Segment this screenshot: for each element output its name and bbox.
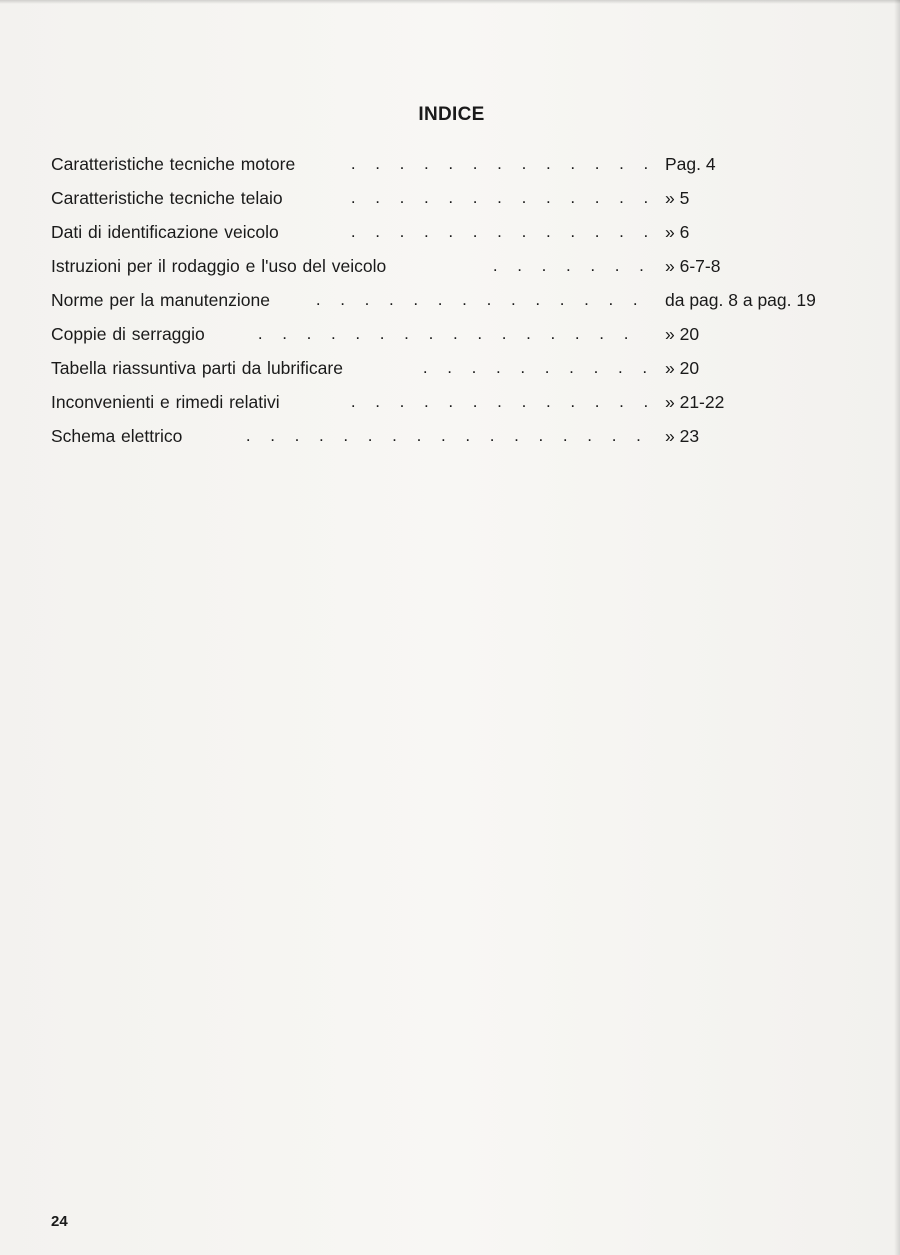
toc-entry — [51, 390, 871, 424]
toc-entry-page: » 23 — [665, 426, 700, 446]
toc-entry-page: » 6 — [665, 222, 690, 242]
toc-entry — [51, 220, 871, 254]
toc-entry-label: Coppie di serraggio — [51, 324, 205, 344]
toc-entry — [51, 424, 871, 458]
toc-entry-label: Dati di identificazione veicolo — [51, 222, 279, 242]
toc-entry-label: Caratteristiche tecniche motore — [51, 154, 296, 174]
toc-entry-page: » 6-7-8 — [665, 256, 721, 276]
toc-entry-label: Istruzioni per il rodaggio e l'uso del veicolo — [51, 256, 387, 276]
toc-entry — [51, 356, 871, 390]
toc-entry-label: Inconvenienti e rimedi relativi — [51, 392, 280, 412]
toc-entry-label: Caratteristiche tecniche telaio — [51, 188, 283, 208]
toc-entry-page: » 21-22 — [665, 392, 725, 412]
toc-leader-dots: . . . . . . . — [492, 256, 644, 275]
toc-entry — [51, 186, 871, 220]
toc-entry-page: da pag. 8 a pag. 19 — [665, 290, 816, 310]
toc-entry-label: Schema elettrico — [51, 426, 183, 446]
toc-entry-label: Norme per la manutenzione — [51, 290, 270, 310]
toc-leader-dots: . . . . . . . . . . . . . — [350, 154, 649, 173]
page-title: INDICE — [418, 104, 485, 125]
toc-leader-dots: . . . . . . . . . . — [422, 358, 648, 377]
page-top-shadow — [0, 0, 900, 4]
toc-entry — [51, 254, 871, 288]
toc-entry-page: » 20 — [665, 324, 700, 344]
toc-entry-page: Pag. 4 — [665, 154, 716, 174]
toc-leader-dots: . . . . . . . . . . . . . — [350, 188, 649, 207]
toc-entry — [51, 288, 871, 322]
toc-entry — [51, 152, 871, 186]
page-number: 24 — [51, 1213, 68, 1230]
toc-leader-dots: . . . . . . . . . . . . . . . . — [257, 324, 629, 343]
toc-entry-page: » 5 — [665, 188, 690, 208]
table-of-contents — [51, 152, 871, 458]
toc-entry — [51, 322, 871, 356]
toc-leader-dots: . . . . . . . . . . . . . . — [315, 290, 638, 309]
toc-entry-label: Tabella riassuntiva parti da lubrificare — [51, 358, 343, 378]
page-edge-shadow — [894, 0, 900, 1255]
toc-leader-dots: . . . . . . . . . . . . . — [350, 392, 649, 411]
toc-entry-page: » 20 — [665, 358, 700, 378]
toc-leader-dots: . . . . . . . . . . . . . . . . . — [245, 426, 641, 445]
toc-leader-dots: . . . . . . . . . . . . . — [350, 222, 649, 241]
